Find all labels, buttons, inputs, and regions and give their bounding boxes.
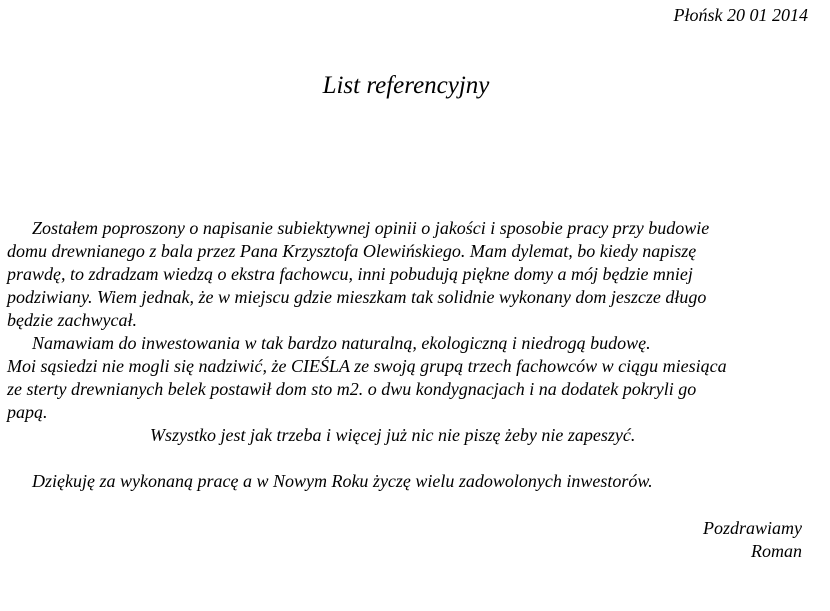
document-date: Płońsk 20 01 2014	[673, 5, 808, 25]
closing-greeting: Pozdrawiamy	[703, 518, 802, 538]
letter-body	[7, 217, 813, 493]
body-line: będzie zachwycał.	[7, 310, 137, 330]
body-line: Dziękuję za wykonaną pracę a w Nowym Roku życzę wielu zadowolonych inwestorów.	[32, 471, 653, 491]
body-line: Moi sąsiedzi nie mogli się nadziwić, że CIEŚLA ze swoją grupą trzech fachowców w ciągu miesiąca	[7, 356, 727, 376]
body-line: Wszystko jest jak trzeba i więcej już nic nie piszę żeby nie zapeszyć.	[150, 425, 636, 445]
document-title: List referencyjny	[322, 72, 490, 99]
signature: Roman	[751, 541, 802, 561]
body-line: prawdę, to zdradzam wiedzą o ekstra fachowcu, inni pobudują piękne domy a mój będzie mniej	[7, 264, 693, 284]
letter-closing	[703, 517, 802, 563]
body-line: papą.	[7, 402, 48, 422]
body-line: podziwiany. Wiem jednak, że w miejscu gdzie mieszkam tak solidnie wykonany dom jeszcze długo	[7, 287, 707, 307]
paragraph-gap	[7, 447, 813, 470]
body-line: Namawiam do inwestowania w tak bardzo naturalną, ekologiczną i niedrogą budowę.	[32, 333, 651, 353]
body-line: Zostałem poproszony o napisanie subiektywnej opinii o jakości i sposobie pracy przy budowie	[32, 218, 710, 238]
body-line: domu drewnianego z bala przez Pana Krzysztofa Olewińskiego. Mam dylemat, bo kiedy napiszę	[7, 241, 697, 261]
body-line: ze sterty drewnianych belek postawił dom sto m2. o dwu kondygnacjach i na dodatek pokryli go	[7, 379, 697, 399]
